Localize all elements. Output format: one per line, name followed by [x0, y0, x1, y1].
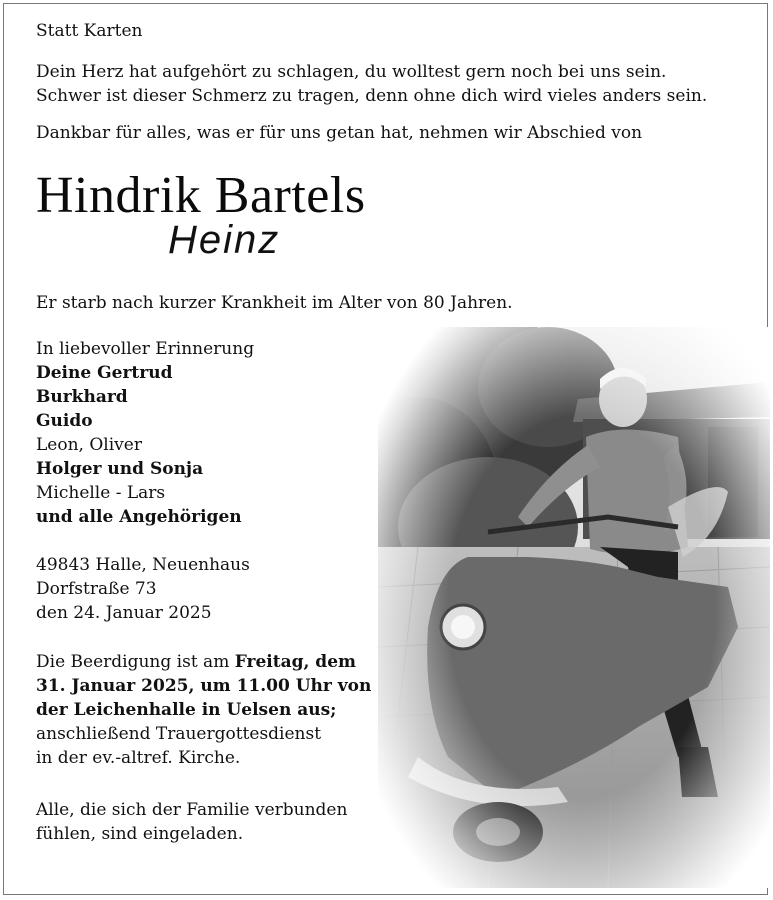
mourners-intro: In liebevoller Erinnerung	[36, 339, 255, 359]
death-note: Er starb nach kurzer Krankheit im Alter von 80 Jahren.	[36, 293, 513, 313]
deceased-name: Hindrik Bartels	[36, 167, 366, 224]
man-on-scooter-photo	[378, 327, 770, 888]
funeral-line-3: der Leichenhalle in Uelsen aus;	[36, 700, 337, 720]
mourner-line: Burkhard	[36, 387, 128, 407]
funeral-line-1-regular: Die Beerdigung ist am	[36, 652, 235, 672]
address-street: Dorfstraße 73	[36, 579, 157, 599]
mourner-line: und alle Angehörigen	[36, 507, 242, 527]
mourner-line: Guido	[36, 411, 93, 431]
mourner-line: Holger und Sonja	[36, 459, 204, 479]
funeral-line-4: anschließend Trauergottesdienst	[36, 724, 322, 744]
address-city: 49843 Halle, Neuenhaus	[36, 555, 250, 575]
funeral-line-2: 31. Januar 2025, um 11.00 Uhr von	[36, 676, 372, 696]
funeral-line-5: in der ev.-altref. Kirche.	[36, 748, 241, 768]
mourner-line: Leon, Oliver	[36, 435, 142, 455]
intro-text: Dankbar für alles, was er für uns getan hat, nehmen wir Abschied von	[36, 123, 643, 143]
mourner-line: Michelle - Lars	[36, 483, 166, 503]
closing-line-1: Alle, die sich der Familie verbunden	[36, 800, 348, 820]
mourner-line: Deine Gertrud	[36, 363, 173, 383]
funeral-line-1-bold: Freitag, dem	[234, 652, 357, 672]
funeral-line-1	[36, 650, 356, 674]
verse-line-2: Schwer ist dieser Schmerz zu tragen, denn ohne dich wird vieles anders sein.	[36, 86, 708, 106]
header-text: Statt Karten	[36, 21, 143, 41]
verse-line-1: Dein Herz hat aufgehört zu schlagen, du wolltest gern noch bei uns sein.	[36, 62, 667, 82]
deceased-nickname: Heinz	[168, 218, 281, 262]
address-date: den 24. Januar 2025	[36, 603, 212, 623]
closing-line-2: fühlen, sind eingeladen.	[36, 824, 244, 844]
